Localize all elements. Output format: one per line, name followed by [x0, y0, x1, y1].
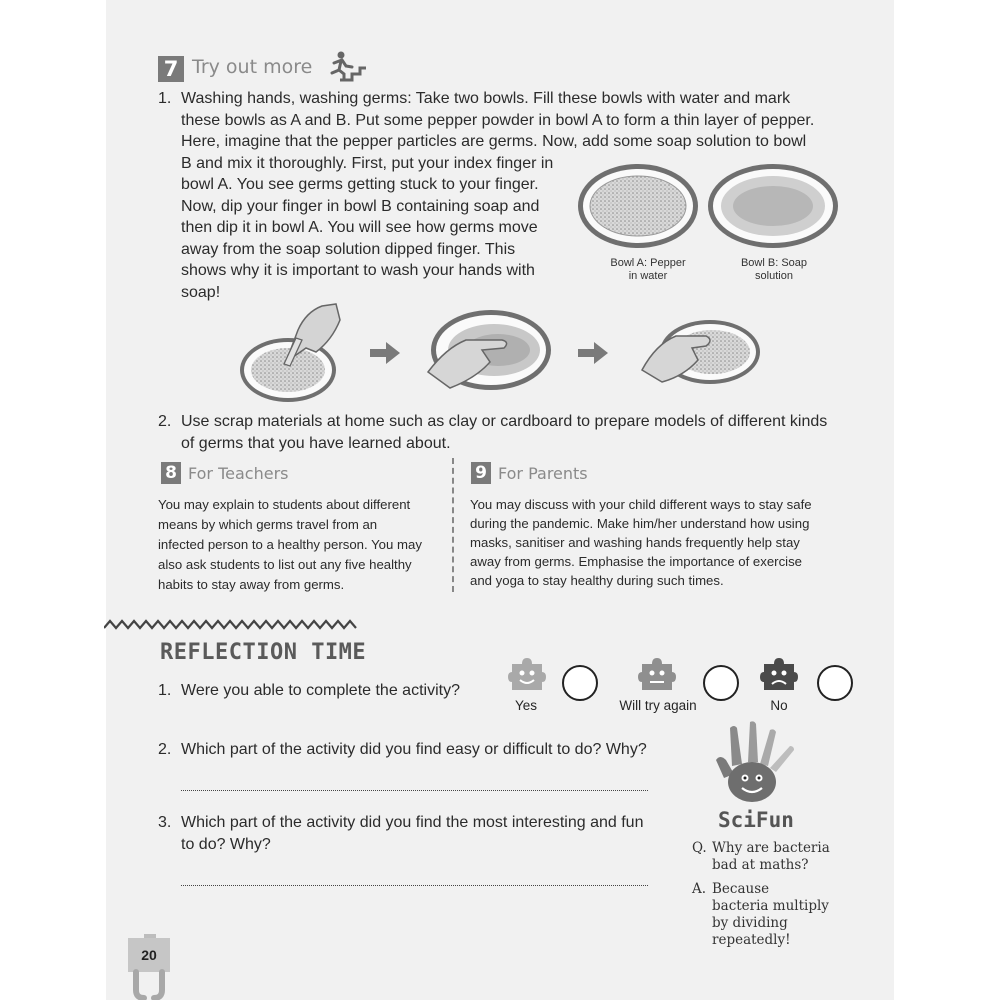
item-2-line-1: Use scrap materials at home such as clay or cardboard to prepare models of different kinds — [181, 413, 828, 430]
option-no-label: No — [770, 698, 788, 713]
teachers-line-5: habits to stay away from germs. — [158, 577, 345, 592]
section-9-title: For Parents — [498, 464, 588, 483]
arrow-right-icon — [370, 342, 400, 364]
q3-answer-line[interactable] — [181, 875, 648, 886]
scifun-q-line-2: bad at maths? — [712, 857, 809, 873]
q1-number: 1. — [158, 682, 172, 699]
item-2-line-2: of germs that you have learned about. — [181, 434, 451, 452]
scifun-a-label: A. — [692, 881, 707, 897]
item-1-line-8: away from the soap solution dipped finger. This — [181, 240, 516, 258]
parents-line-4: away from germs. Emphasise the importance of exercise — [470, 554, 803, 569]
q3-line-2: to do? Why? — [181, 835, 271, 853]
bowl-b-caption-1: Bowl B: Soap — [740, 257, 808, 269]
bowl-b-icon — [708, 164, 838, 248]
scifun-title: SciFun — [718, 808, 794, 832]
section-8-title: For Teachers — [188, 464, 289, 483]
section-7-badge: 7 — [158, 56, 184, 82]
item-1-line-6: Now, dip your finger in bowl B containing soap and — [181, 197, 540, 215]
option-will-try-again-label: Will try again — [619, 698, 697, 713]
bowl-a-icon — [578, 164, 698, 248]
teachers-line-2: means by which germs travel from an — [158, 517, 378, 532]
bowl-a-caption-2: in water — [628, 270, 668, 282]
item-1-line-7: then dip it in bowl A. You will see how germs move — [181, 219, 538, 236]
parents-line-2: during the pandemic. Make him/her understand how using — [470, 516, 810, 531]
zigzag-border — [104, 618, 360, 634]
bowl-with-finger-icon — [240, 304, 340, 402]
teachers-line-1: You may explain to students about different — [158, 497, 411, 512]
bowl-a-caption-1: Bowl A: Pepper — [610, 257, 686, 269]
neutral-puzzle-face-icon — [638, 656, 676, 692]
scifun-a-line-3: by dividing — [712, 915, 788, 931]
parents-line-3: masks, sanitiser and washing hands frequently help stay — [470, 535, 800, 550]
scifun-a-line-1: Because — [712, 881, 770, 897]
page-number: 20 — [141, 947, 157, 963]
scifun-a-line-2: bacteria multiply — [712, 898, 829, 914]
item-1-line-10: soap! — [181, 283, 221, 301]
parents-line-1: You may discuss with your child different ways to stay safe — [470, 497, 812, 512]
item-1-number: 1. — [158, 90, 172, 107]
q2-number: 2. — [158, 741, 172, 758]
soap-bowl-with-hand-icon — [428, 310, 551, 390]
happy-puzzle-face-icon — [508, 656, 546, 692]
will-try-again-answer-circle[interactable] — [703, 665, 739, 701]
page-number-holder-icon — [128, 934, 172, 1000]
q2-text: Which part of the activity did you find easy or difficult to do? Why? — [181, 741, 647, 758]
hand-sequence-illustration — [236, 300, 766, 404]
q3-line-1: Which part of the activity did you find the most interesting and fun — [181, 814, 644, 831]
parents-line-5: and yoga to stay healthy during such times. — [470, 573, 724, 588]
item-1-line-5: bowl A. You see germs getting stuck to your finger. — [181, 176, 539, 193]
arrow-right-icon — [578, 342, 608, 364]
q1-text: Were you able to complete the activity? — [181, 682, 460, 699]
q3-number: 3. — [158, 814, 172, 831]
item-1-line-1: Washing hands, washing germs: Take two bowls. Fill these bowls with water and mark — [181, 90, 791, 107]
option-yes-label: Yes — [514, 698, 538, 713]
stairs-figure-icon — [326, 50, 368, 84]
reflection-title: REFLECTION TIME — [160, 640, 367, 665]
scifun-a-line-4: repeatedly! — [712, 932, 791, 948]
section-9-badge: 9 — [471, 462, 491, 484]
hand-print-icon — [712, 720, 812, 808]
section-7-title: Try out more — [192, 56, 313, 78]
bowl-with-hand-icon — [642, 320, 760, 384]
yes-answer-circle[interactable] — [562, 665, 598, 701]
scifun-q-line-1: Why are bacteria — [712, 840, 830, 856]
no-answer-circle[interactable] — [817, 665, 853, 701]
item-1-line-9: shows why it is important to wash your hands with — [181, 262, 535, 279]
item-2-number: 2. — [158, 413, 172, 430]
q2-answer-line[interactable] — [181, 780, 648, 791]
item-1-line-4: B and mix it thoroughly. First, put your index finger in — [181, 154, 554, 172]
teachers-line-4: also ask students to list out any five healthy — [158, 557, 412, 572]
item-1-line-2: these bowls as A and B. Put some pepper powder in bowl A to form a thin layer of pepper. — [181, 111, 815, 129]
teachers-line-3: infected person to a healthy person. You may — [158, 537, 422, 552]
bowls-illustration — [576, 160, 846, 252]
section-divider — [452, 458, 454, 592]
sad-puzzle-face-icon — [760, 656, 798, 692]
item-1-line-3: Here, imagine that the pepper particles are germs. Now, add some soap solution to bowl — [181, 133, 807, 150]
bowl-b-caption-2: solution — [755, 270, 793, 282]
scifun-q-label: Q. — [692, 840, 707, 856]
section-8-badge: 8 — [161, 462, 181, 484]
